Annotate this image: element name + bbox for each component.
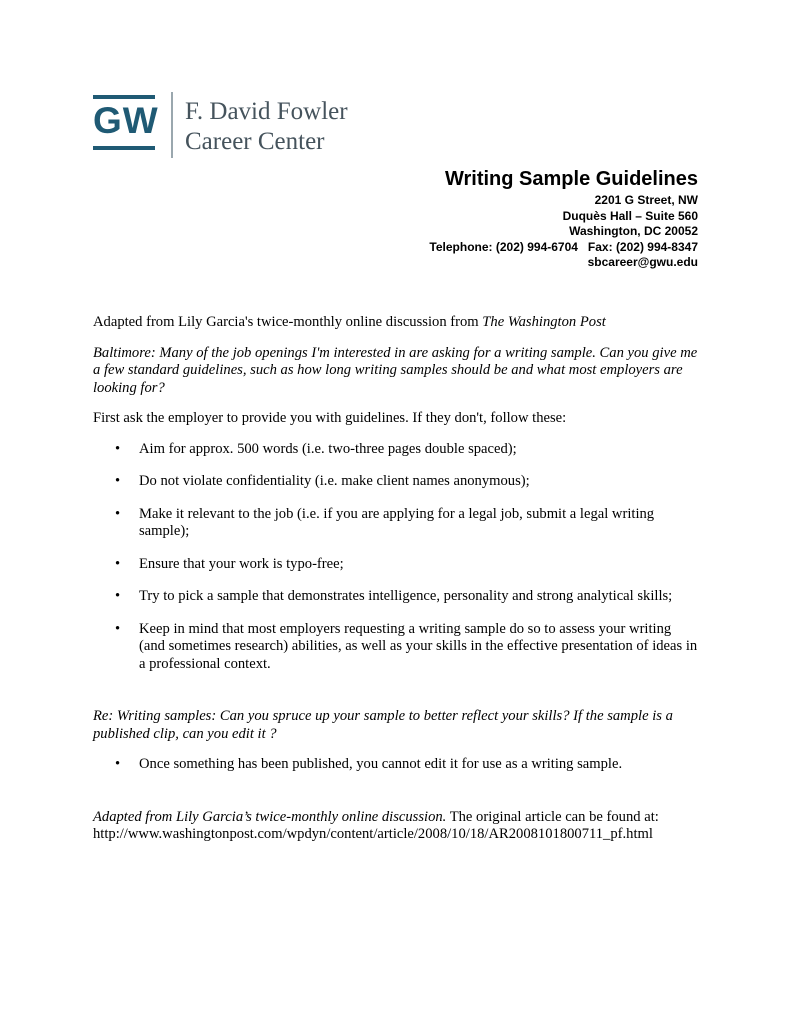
- letterhead: [429, 166, 698, 271]
- bullet-icon: •: [115, 473, 121, 489]
- logo-name-line1: F. David Fowler: [185, 98, 348, 125]
- logo-top-rule: [93, 95, 155, 99]
- guidelines-list: [93, 441, 699, 674]
- logo-name-line2: Career Center: [185, 128, 325, 155]
- list-item: [93, 621, 699, 674]
- gw-career-center-logo: [93, 92, 363, 160]
- list-item-text: Ensure that your work is typo-free;: [139, 555, 344, 572]
- document-body: [93, 314, 699, 857]
- phone-fax: Telephone: (202) 994-6704 Fax: (202) 994-8347: [429, 239, 698, 254]
- followup-question-text: Re: Writing samples: Can you spruce up your sample to better reflect your skills? If the sample is a published clip, can you edit it ?: [93, 708, 673, 742]
- intro-paragraph: [93, 314, 699, 332]
- followup-question: [93, 708, 699, 743]
- intro-text: Adapted from Lily Garcia's twice-monthly online discussion from: [93, 314, 483, 330]
- list-item: [93, 506, 699, 541]
- bullet-icon: •: [115, 505, 121, 522]
- followup-list: [93, 756, 699, 774]
- list-item: [93, 756, 699, 774]
- page-title: Writing Sample Guidelines: [444, 168, 698, 190]
- bullet-icon: •: [115, 620, 121, 637]
- bullet-icon: •: [115, 440, 121, 457]
- list-item-text: Make it relevant to the job (i.e. if you are applying for a legal job, submit a legal writing sample);: [139, 505, 655, 539]
- list-item-text: Aim for approx. 500 words (i.e. two-three pages double spaced);: [139, 440, 517, 457]
- section-spacer: [93, 688, 699, 708]
- bullet-icon: •: [115, 555, 121, 572]
- list-item-text: Once something has been published, you cannot edit it for use as a writing sample.: [139, 756, 623, 772]
- list-item-text: Do not violate confidentiality (i.e. make client names anonymous);: [139, 473, 530, 489]
- answer-intro: First ask the employer to provide you with guidelines. If they don't, follow these:: [93, 410, 567, 426]
- intro-source: The Washington Post: [482, 314, 606, 330]
- list-item: [93, 473, 699, 491]
- bullet-icon: •: [115, 756, 121, 772]
- address-city: Washington, DC 20052: [569, 224, 698, 238]
- list-item: [93, 441, 699, 459]
- logo-bottom-rule: [93, 146, 155, 150]
- question-paragraph: [93, 345, 699, 398]
- section-spacer: [93, 789, 699, 809]
- bullet-icon: •: [115, 588, 121, 604]
- list-item-text: Try to pick a sample that demonstrates intelligence, personality and strong analytical skills;: [139, 588, 673, 604]
- list-item: [93, 556, 699, 574]
- address-street: 2201 G Street, NW: [594, 193, 698, 207]
- logo-divider: [171, 92, 173, 158]
- footer-italic: Adapted from Lily Garcia’s twice-monthly online discussion.: [93, 808, 447, 825]
- email-address: sbcareer@gwu.edu: [587, 255, 698, 269]
- footer-text: The original article can be found at: http://www.washingtonpost.com/wpdyn/content/article/2008/10/18/AR2008101800711_pf.html: [93, 808, 659, 842]
- list-item: [93, 588, 699, 606]
- logo-mark: GW: [93, 100, 159, 141]
- list-item-text: Keep in mind that most employers requesting a writing sample do so to assess your writing (and sometimes research) abilities, as well as your skills in the effective presentation of ideas in a professional context.: [139, 620, 698, 672]
- footer-paragraph: [93, 809, 699, 844]
- question-text: Baltimore: Many of the job openings I'm interested in are asking for a writing sample. Can you give me a few standard guidelines, such as how long writing samples should be and what most employers are looking for?: [93, 344, 698, 396]
- address-suite: Duquès Hall – Suite 560: [562, 208, 698, 223]
